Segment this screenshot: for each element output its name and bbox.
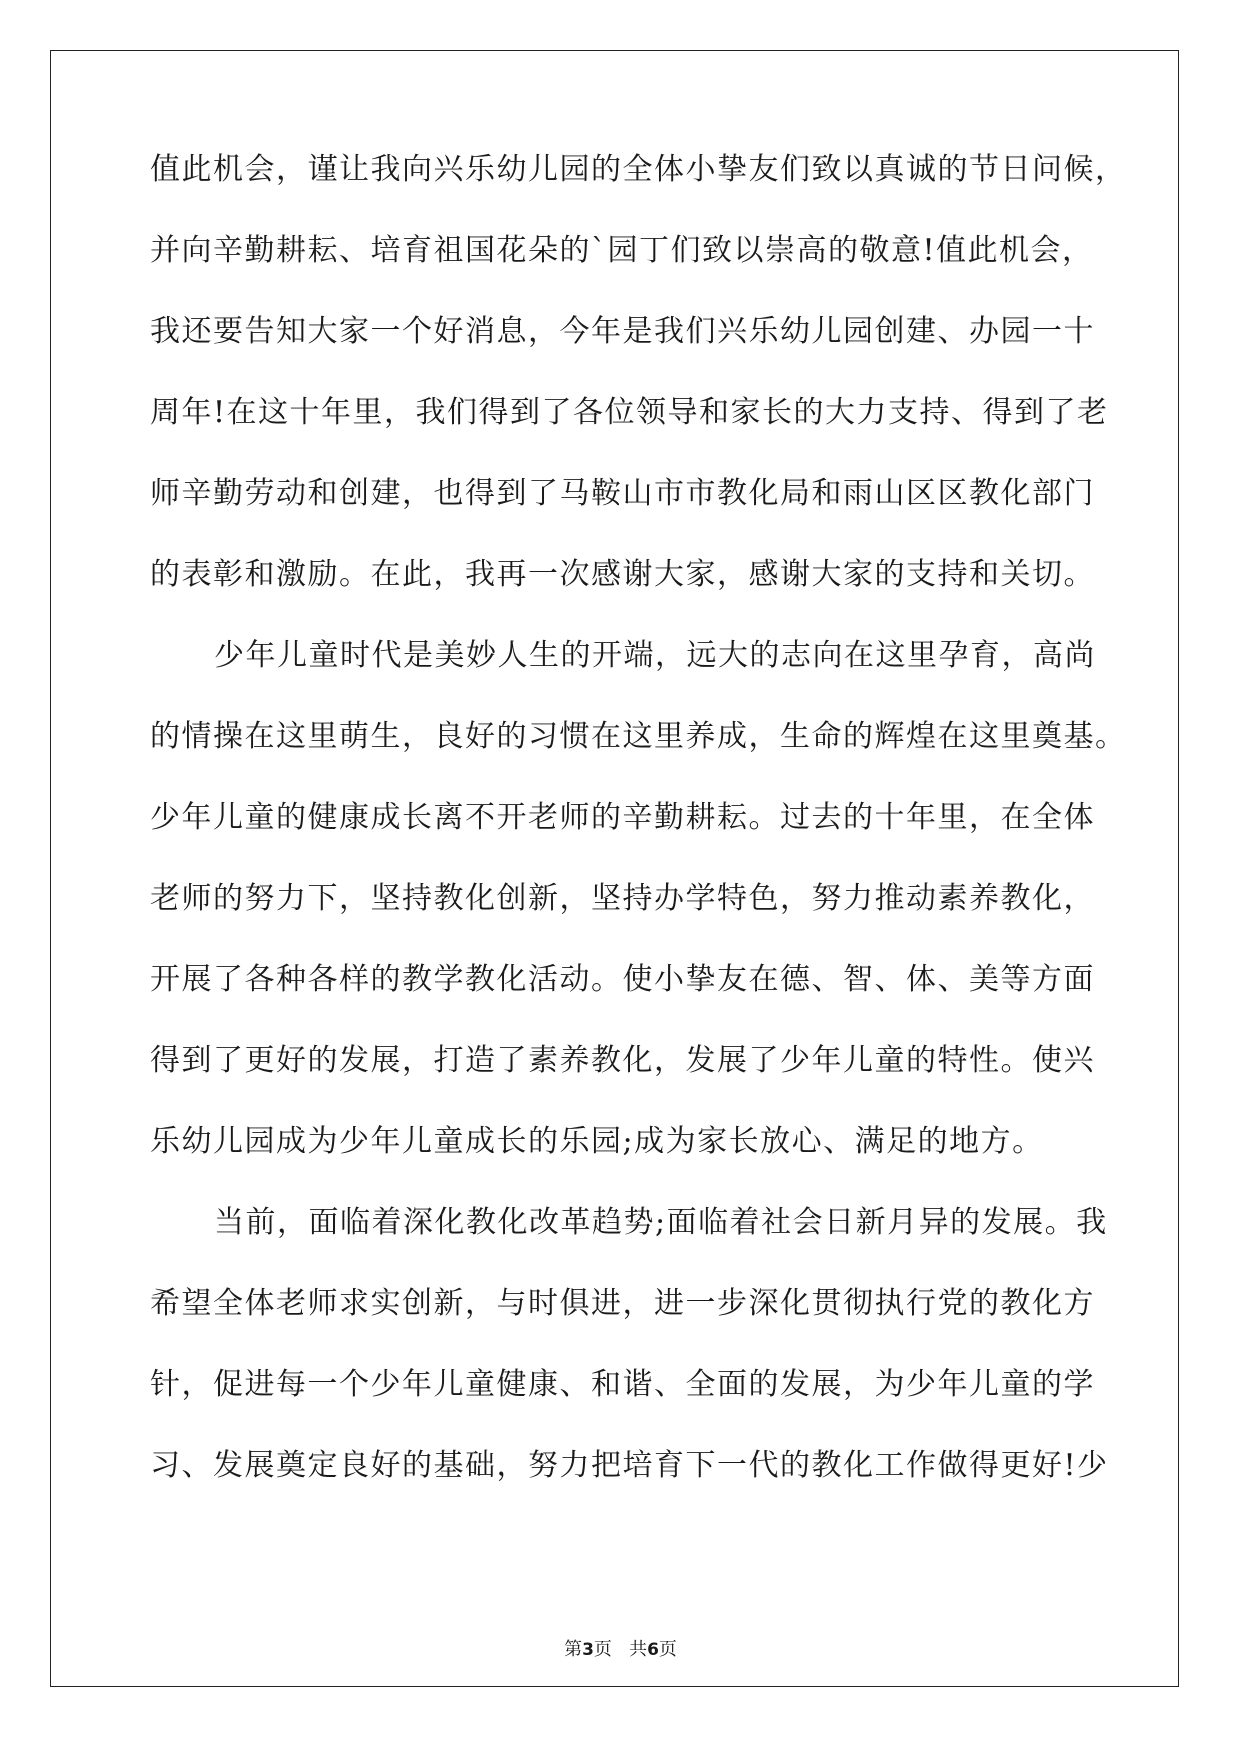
total-pages-number: 6 [647,1640,659,1660]
footer-total-prefix: 共 [629,1639,648,1660]
text-line: 开展了各种各样的教学教化活动。使小挚友在德、智、体、美等方面 [150,962,1095,997]
text-line: 的情操在这里萌生，良好的习惯在这里养成，生命的辉煌在这里奠基。 [150,719,1127,754]
page-border [50,50,1179,1687]
text-line: 老师的努力下，坚持教化创新，坚持办学特色，努力推动素养教化， [150,881,1095,916]
text-line: 习、发展奠定良好的基础，努力把培育下一代的教化工作做得更好!少 [150,1448,1109,1483]
footer-page-suffix: 页 [593,1639,612,1660]
text-line: 希望全体老师求实创新，与时俱进，进一步深化贯彻执行党的教化方 [150,1286,1095,1321]
text-line: 乐幼儿园成为少年儿童成长的乐园;成为家长放心、满足的地方。 [150,1124,1044,1159]
text-line: 周年!在这十年里，我们得到了各位领导和家长的大力支持、得到了老 [150,395,1109,430]
text-line: 的表彰和激励。在此，我再一次感谢大家，感谢大家的支持和关切。 [150,557,1095,592]
text-line: 值此机会，谨让我向兴乐幼儿园的全体小挚友们致以真诚的节日问候， [150,152,1127,187]
footer-prefix: 第 [564,1639,583,1660]
page-footer [0,1638,1241,1662]
text-line: 我还要告知大家一个好消息，今年是我们兴乐幼儿园创建、办园一十 [150,314,1095,349]
text-line: 少年儿童的健康成长离不开老师的辛勤耕耘。过去的十年里，在全体 [150,800,1095,835]
footer-total-suffix: 页 [658,1639,677,1660]
text-line: 并向辛勤耕耘、培育祖国花朵的`园丁们致以崇高的敬意!值此机会， [150,233,1094,268]
current-page-number: 3 [582,1640,594,1660]
text-line: 针，促进每一个少年儿童健康、和谐、全面的发展，为少年儿童的学 [150,1367,1095,1402]
text-line: 得到了更好的发展，打造了素养教化，发展了少年儿童的特性。使兴 [150,1043,1095,1078]
text-line: 师辛勤劳动和创建，也得到了马鞍山市市教化局和雨山区区教化部门 [150,476,1095,511]
paragraph-first-line: 少年儿童时代是美妙人生的开端，远大的志向在这里孕育，高尚 [214,638,1096,673]
paragraph-first-line: 当前，面临着深化教化改革趋势;面临着社会日新月异的发展。我 [214,1205,1108,1240]
